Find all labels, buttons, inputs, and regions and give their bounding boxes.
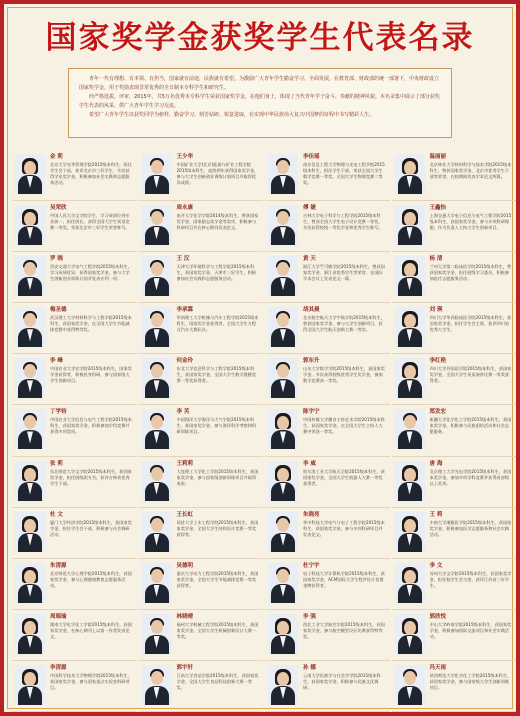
student-name: 杨 清 xyxy=(429,256,443,263)
student-photo xyxy=(268,614,298,654)
student-description: 华中科技大学电气与电子工程学院2015级本科生，获国家奖学金，参与多项科研项目并发表论文。 xyxy=(303,519,385,537)
student-name: 王 莉 xyxy=(429,511,443,518)
student-photo xyxy=(268,358,298,398)
student-photo xyxy=(15,307,45,347)
student-description: 北京大学光华管理学院2015级本科生，担任学生会干部，获评北京市三好学生，多次获得学业奖学金，积极参加社会实践和志愿服务活动。 xyxy=(50,162,132,185)
student-name: 郭东升 xyxy=(303,358,320,365)
student-description: 中国农业大学信息与电气工程学院2015级本科生，获国家奖学金，积极参加学科竞赛并获得多项奖项。 xyxy=(50,417,132,435)
student-description: 西北工业大学航空学院2015级本科生，获国家奖学金，参与航空模型设计比赛获得特等奖。 xyxy=(303,621,385,639)
student-description: 北京林业大学材料科学与技术学院2015级本科生，曾获国家奖学金、北京市优秀学生干部等荣誉，在校期间发表学术论文两篇。 xyxy=(429,162,512,179)
student-card xyxy=(12,150,137,201)
student-card xyxy=(265,559,390,610)
student-photo xyxy=(142,154,172,194)
student-description: 云南大学民族学与社会学学院2015级本科生，获国家奖学金，积极参与民族文化调研。 xyxy=(303,672,381,690)
student-card xyxy=(392,252,517,303)
student-card xyxy=(265,252,390,303)
student-photo xyxy=(142,358,172,398)
student-card xyxy=(12,405,137,456)
student-description: 东北大学信息科学与工程学院2015级本科生，获国家奖学金，全国大学生数学建模竞赛一等奖获得者。 xyxy=(176,366,257,384)
student-description: 山东大学数学学院2015级本科生，获国家奖学金，多次获得校级优秀学生奖学金，参加数学竞赛获一等奖。 xyxy=(303,366,385,384)
student-name: 李清源 xyxy=(50,664,67,671)
student-card xyxy=(392,457,517,508)
student-description: 哈尔滨工业大学航天学院2015级本科生，获国家奖学金，全国大学生机器人大赛一等奖获得者。 xyxy=(303,468,385,486)
student-description: 四川大学外国语学院2015级本科生，获国家奖学金，全国大学生英语演讲比赛一等奖获得者。 xyxy=(429,366,512,384)
student-card xyxy=(139,661,264,712)
student-photo xyxy=(15,665,45,705)
student-card xyxy=(139,559,264,610)
student-name: 金 莉 xyxy=(50,154,63,160)
student-card xyxy=(265,661,390,712)
student-photo xyxy=(142,409,172,449)
student-card xyxy=(392,405,517,456)
student-card xyxy=(265,405,390,456)
student-name: 朱晓亮 xyxy=(303,511,320,518)
student-photo xyxy=(268,563,298,603)
student-card xyxy=(265,354,390,405)
student-name: 傅 婕 xyxy=(303,205,316,212)
student-description: 中国科学技术大学物理学院2015级本科生，获国家奖学金，参与国家重点实验室科研项目。 xyxy=(50,672,132,690)
student-card xyxy=(12,661,137,712)
student-description: 华南理工大学机械与汽车工程学院2015级本科生，国家奖学金获得者，全国大学生方程式汽车大赛队员。 xyxy=(176,315,259,333)
student-photo xyxy=(15,563,45,603)
student-card xyxy=(12,559,137,610)
student-card xyxy=(392,661,517,712)
student-photo xyxy=(395,563,425,603)
student-photo xyxy=(142,512,172,552)
student-description: 中山大学岭南学院2015级本科生，获国家奖学金，积极参加国际交流项目和社会实践活动。 xyxy=(429,621,512,639)
student-card xyxy=(12,303,137,354)
student-card xyxy=(139,201,264,252)
student-description: 重庆大学动力工程学院2015级本科生，获国家奖学金，全国大学生节能减排竞赛一等奖获得者。 xyxy=(176,570,259,588)
student-card xyxy=(392,201,517,252)
student-photo xyxy=(395,256,425,296)
student-photo xyxy=(395,205,425,245)
student-description: 四川大学华西临床医学院2015级本科生，获国家奖学金，担任学生会主席，获评四川省优秀大学生。 xyxy=(429,315,512,333)
student-description: 吉林大学电子科学与工程学院2015级本科生，曾获全国大学生电子设计竞赛一等奖，多次获得校级一等奖学金和优秀学生称号。 xyxy=(303,213,383,231)
student-card xyxy=(392,354,517,405)
student-description: 中国人民大学文学院学生，学习成绩位列专业前一，担任班长，获得全国大学生英语竞赛一等奖，荣获北京市三好学生荣誉称号。 xyxy=(50,213,130,231)
student-card xyxy=(265,303,390,354)
student-card xyxy=(12,201,137,252)
student-card xyxy=(139,508,264,559)
student-card xyxy=(392,508,517,559)
student-description: 天津大学环境科学与工程学院2015级本科生，获国家奖学金、天津市三好学生，积极参加社会实践和志愿服务活动。 xyxy=(176,264,257,282)
student-photo xyxy=(268,512,298,552)
student-photo xyxy=(142,205,172,245)
student-description: 北京理工大学光电学院2015级本科生，获国家奖学金，参加多项学科竞赛并获得省部级以上奖项。 xyxy=(429,468,512,486)
student-name: 杜宁宇 xyxy=(303,562,320,569)
student-card xyxy=(139,150,264,201)
student-description: 中国传媒大学播音主持艺术学院2015级本科生，获国家奖学金，在全国大学生主持人大赛中荣获一等奖。 xyxy=(303,417,385,435)
student-photo xyxy=(395,358,425,398)
student-photo xyxy=(15,461,45,501)
student-description: 陕西师范大学化学化工学院2015级本科生，获国家奖学金，参与国家级大学生创新训练项目。 xyxy=(429,672,512,690)
student-description: 东北师范大学文学院2015级本科生，获国家奖学金，担任班级团支书，获评吉林省优秀学生干部。 xyxy=(50,468,132,486)
student-name: 李 强 xyxy=(303,613,316,620)
student-description: 厦门大学经济学院2015级本科生，获国家奖学金，担任学生会干部，积极参与社会调研活动。 xyxy=(50,519,132,537)
student-description: 电子科技大学计算机学院2015级本科生，获国家奖学金，ACM国际大学生程序设计竞赛金牌获得者。 xyxy=(303,570,385,588)
student-card xyxy=(139,252,264,303)
student-description: 北京航空航天大学宇航学院2015级本科生，曾获国家奖学金，参与大学生创新项目，获得全国大学生航天创新大赛一等奖。 xyxy=(303,315,385,333)
student-name: 何金玲 xyxy=(176,358,194,365)
student-photo xyxy=(15,358,45,398)
student-name: 张 莉 xyxy=(50,460,63,467)
student-photo xyxy=(142,307,172,347)
student-name: 胡其晨 xyxy=(303,307,320,314)
student-photo xyxy=(395,614,425,654)
student-name: 李 芙 xyxy=(176,409,190,416)
student-description: 西安交通大学电气工程学院2015级本科生，学习成绩优异，获得国家奖学金，参与大学生创新创业训练计划并发表专利一项。 xyxy=(50,264,132,282)
student-name: 冯天雨 xyxy=(429,664,447,671)
student-name: 唐 海 xyxy=(429,460,443,467)
student-name: 朱清源 xyxy=(50,562,67,569)
student-description: 苏州大学文学院2015级本科生，获国家奖学金，担任校学生会主席，获评江苏省三好学生。 xyxy=(429,570,512,588)
student-name: 李佳瑶 xyxy=(303,154,320,160)
student-card xyxy=(12,252,137,303)
student-name: 梅圣德 xyxy=(50,307,67,314)
student-description: 南京信息工程大学物理与光电工程学院2015级本科生，担任学生干部，荣获全国大学生数学竞赛一等奖，全国大学生物理竞赛二等奖。 xyxy=(303,162,385,185)
intro-paragraph: 希望广大青年学生以获奖同学为榜样，勤奋学习、刻苦钻研、锐意进取，在实现中华民族伟大复兴中国梦的征程中书写精彩人生。 xyxy=(89,112,375,118)
student-card xyxy=(392,610,517,661)
student-card xyxy=(392,303,517,354)
student-card xyxy=(12,610,137,661)
student-photo xyxy=(395,307,425,347)
student-photo xyxy=(268,307,298,347)
student-photo xyxy=(142,563,172,603)
student-name: 李 文 xyxy=(429,562,443,569)
student-card xyxy=(265,150,390,201)
student-photo xyxy=(395,461,425,501)
student-card xyxy=(139,303,264,354)
intro-paragraph: 青年一代有理想、有本领、有担当，国家就有前途，民族就有希望。为激励广大青年学生勤奋学习、全面发展，在教育部、财政部的统一部署下，中央财政设立国家奖学金，用于奖励表现非常优秀的全日制本专科学生和研究生。 xyxy=(79,76,440,91)
student-card xyxy=(12,457,137,508)
student-photo xyxy=(15,512,45,552)
student-description: 中国农业大学农学院2015级本科生，国家奖学金获得者，积极投身科研，参与国家级大学生创新项目。 xyxy=(50,366,132,384)
student-card xyxy=(265,457,390,508)
student-photo xyxy=(268,154,298,194)
student-photo xyxy=(15,409,45,449)
student-name: 丁学钧 xyxy=(50,409,67,416)
student-card xyxy=(265,508,390,559)
student-name: 王长虹 xyxy=(176,511,194,518)
student-description: 兰州大学第二临床医学院2015级本科生，曾获国家奖学金，担任班级学习委员，积极参加医疗志愿服务活动。 xyxy=(429,264,512,282)
student-photo xyxy=(268,409,298,449)
student-name: 刘 瑛 xyxy=(429,307,443,314)
student-description: 南开大学化学学院2014级本科生，曾获国家奖学金、国家励志奖学金等奖项，积极参与科研项目并在核心期刊发表论文。 xyxy=(176,213,259,231)
student-name: 王少华 xyxy=(176,154,194,160)
student-description: 福州大学机械工程学院2015级本科生，获国家奖学金，全国大学生机械创新设计大赛一等奖。 xyxy=(176,621,259,639)
student-photo xyxy=(395,512,425,552)
student-description: 中南大学湘雅医学院2015级本科生，获国家奖学金，积极参加医学志愿服务和社会实践活动。 xyxy=(429,519,512,537)
student-description: 浙江大学竺可桢学院2015级本科生，曾获国家奖学金、浙江省优秀学生等荣誉，在国际学术会议上发表论文一篇。 xyxy=(303,264,385,282)
student-name: 吴荣欣 xyxy=(50,205,67,212)
student-photo xyxy=(15,256,45,296)
student-name: 王莉莉 xyxy=(176,460,194,467)
student-photo xyxy=(15,205,45,245)
student-name: 孙 娜 xyxy=(303,664,316,671)
student-photo xyxy=(15,614,45,654)
student-name: 李 峰 xyxy=(50,358,63,365)
student-photo xyxy=(268,665,298,705)
student-grid xyxy=(12,150,516,712)
student-card xyxy=(139,457,264,508)
student-photo xyxy=(142,614,172,654)
student-name: 郭宇轩 xyxy=(176,664,194,671)
student-card xyxy=(139,405,264,456)
student-photo xyxy=(395,154,425,194)
student-description: 上海交通大学电子信息与电气工程学院2015级本科生，获国家奖学金，参与多项科研课题，作为负责人主持大学生创新项目。 xyxy=(429,213,512,231)
intro-box xyxy=(68,68,452,138)
student-description: 武汉理工大学材料科学与工程学院2015级本科生，获国家奖学金，在全国大学生节能减排竞赛中获得特等奖。 xyxy=(50,315,132,333)
intro-paragraph: 经严格选拔，评审，2015年，共5万名优秀本专科学生荣获国家奖学金，在他们身上，体现了当代青年学子奋斗、奉献的精神风貌。本名录集中展示了部分获奖学生代表的风采，供广大青年学生学习交流。 xyxy=(79,94,440,109)
student-description: 中国矿业大学(北京)能源与矿业工程学院2015级本科生，连续两年获得国家奖学金，参与大学生创新创业训练计划项目并取得优异成绩。 xyxy=(176,162,259,185)
student-photo xyxy=(268,461,298,501)
student-card xyxy=(265,610,390,661)
student-description: 江南大学食品学院2015级本科生，获国家奖学金，全国大学生食品科技创新大赛一等奖。 xyxy=(176,672,259,690)
student-photo xyxy=(268,256,298,296)
student-name: 周永康 xyxy=(176,205,194,212)
student-name: 吴德明 xyxy=(176,562,194,569)
student-name: 李承霖 xyxy=(176,307,194,314)
student-name: 林晓晴 xyxy=(176,613,194,620)
student-description: 中国海洋大学海洋与大气学院2015级本科生，获国家奖学金，参与海洋科学考察和科研训练项目。 xyxy=(176,417,257,435)
student-photo xyxy=(15,154,45,194)
student-card xyxy=(265,201,390,252)
student-card xyxy=(139,610,264,661)
student-name: 周瑞瑜 xyxy=(50,613,67,620)
student-card xyxy=(392,559,517,610)
student-photo xyxy=(268,205,298,245)
student-name: 王 汉 xyxy=(176,256,190,263)
student-name: 王鑫怡 xyxy=(429,205,447,212)
student-card xyxy=(12,354,137,405)
student-card xyxy=(139,354,264,405)
student-name: 黄 天 xyxy=(303,256,316,263)
student-photo xyxy=(395,665,425,705)
student-description: 大连理工大学化工学院2015级本科生，获国家奖学金，参与国家级创新训练项目并取得成果。 xyxy=(176,468,259,486)
student-card xyxy=(392,150,517,201)
student-name: 郭欣悦 xyxy=(429,613,447,620)
student-photo xyxy=(142,256,172,296)
student-name: 罗 晓 xyxy=(50,256,63,263)
page-title: 国家奖学金获奖学生代表名录 xyxy=(45,20,475,56)
student-photo xyxy=(395,409,425,449)
student-name: 杜 文 xyxy=(50,511,63,518)
student-description: 湖南大学化学化工学院2015级本科生，获国家奖学金，在核心期刊上以第一作者发表论文。 xyxy=(50,621,132,639)
student-name: 温丽丽 xyxy=(429,154,447,160)
student-name: 李红艳 xyxy=(429,358,447,365)
student-description: 同济大学土木工程学院2015级本科生，获国家奖学金，全国大学生结构设计竞赛一等奖获得者。 xyxy=(176,519,259,537)
student-name: 郑发宏 xyxy=(429,409,447,416)
student-description: 北京师范大学心理学院2015级本科生，获国家奖学金，参与心理健康教育志愿服务活动。 xyxy=(50,570,132,588)
student-description: 新疆大学化学化工学院2015级本科生，获国家奖学金，积极参与民族团结活动和社会志愿服务。 xyxy=(429,417,512,435)
student-name: 陈宇宁 xyxy=(303,409,320,416)
student-photo xyxy=(142,461,172,501)
student-name: 李 威 xyxy=(303,460,316,467)
student-photo xyxy=(142,665,172,705)
student-card xyxy=(12,508,137,559)
